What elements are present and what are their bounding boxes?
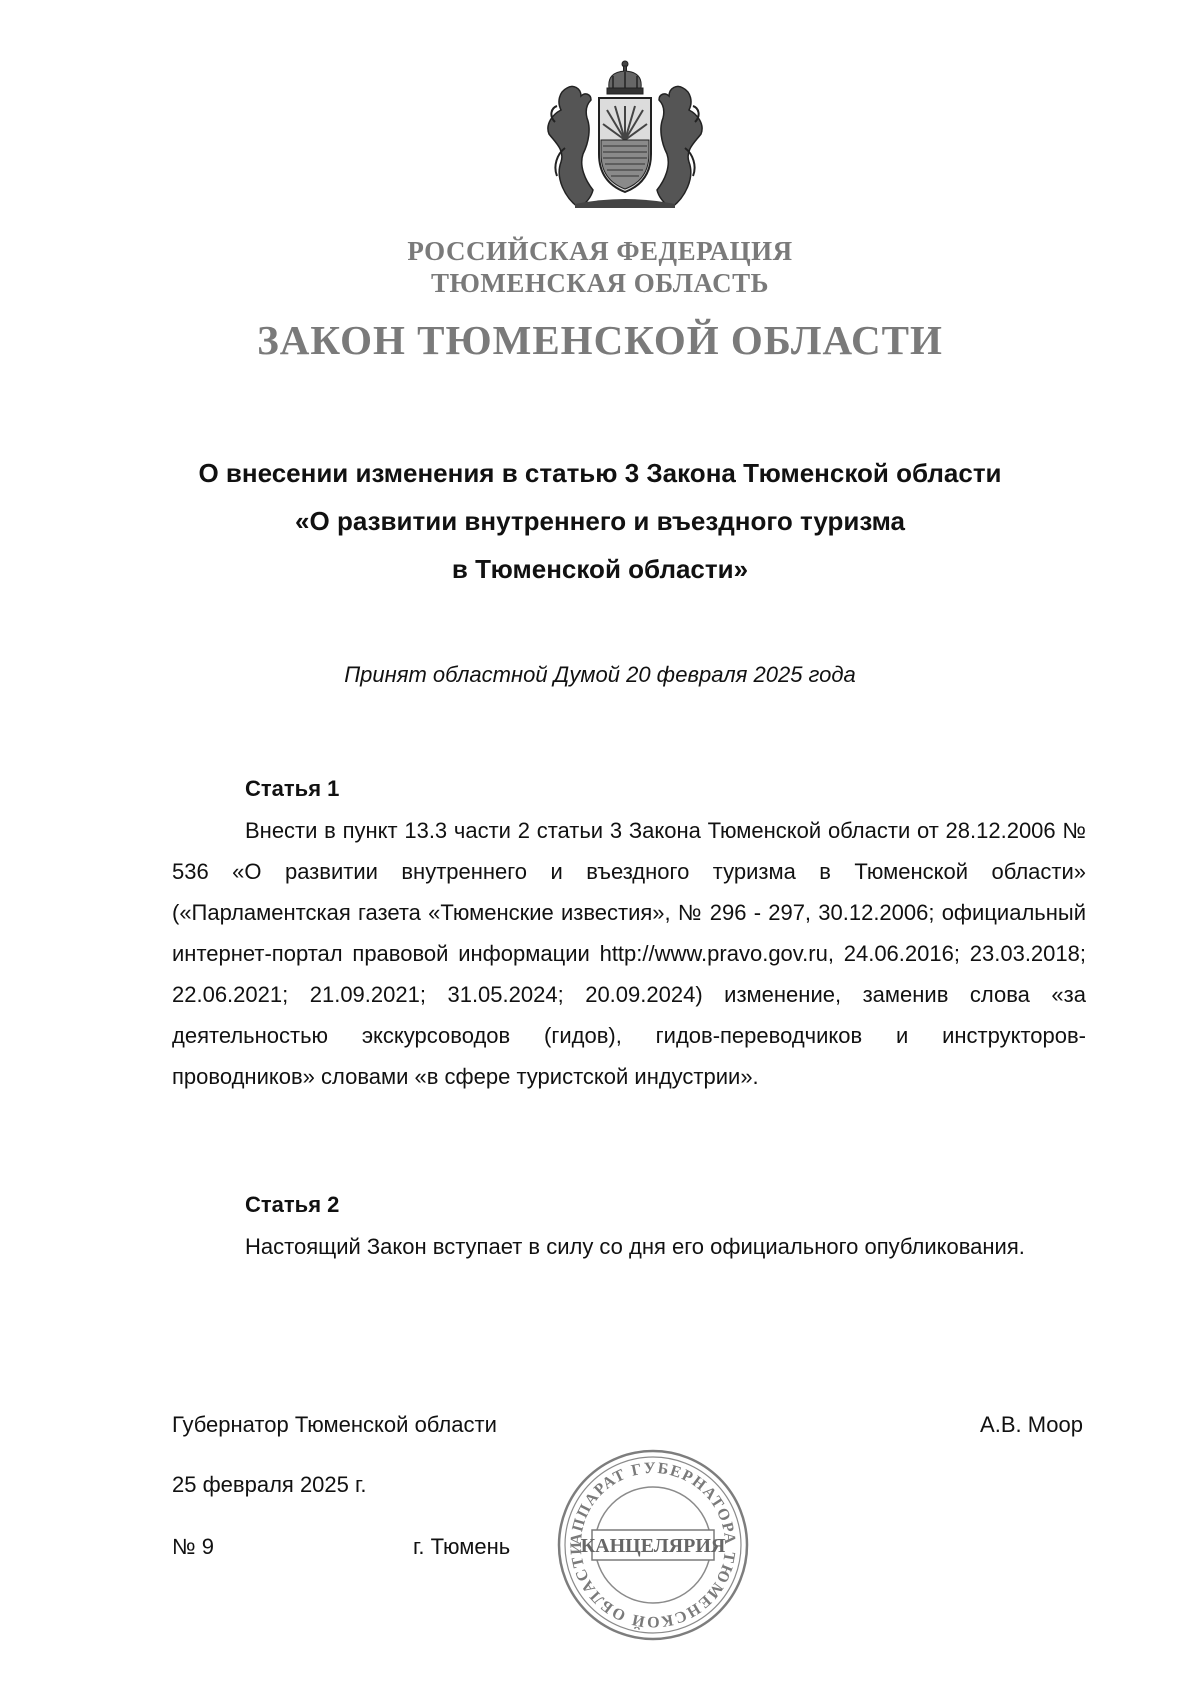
adoption-note: Принят областной Думой 20 февраля 2025 года: [344, 662, 856, 687]
signing-city: г. Тюмень: [413, 1534, 511, 1559]
article-1-text: Внести в пункт 13.3 части 2 статьи 3 Закона Тюменской области от 28.12.2006 № 536 «О развитии внутреннего и въездного туризма в Тюменской области» («Парламентская газета «Тюменские известия», № 296 - 297, 30.12.2006; официальный интернет-портал правовой информации http://www.pravo.gov.ru, 24.06.2016; 23.03.2018; 22.06.2021; 21.09.2021; 31.05.2024; 20.09.2024) изменение, заменив слова «за деятельностью экскурсоводов (гидов), гидов-переводчиков и инструкторов-проводников» словами «в сфере туристской индустрии».: [172, 818, 1086, 1089]
region-name: ТЮМЕНСКАЯ ОБЛАСТЬ: [430, 268, 770, 298]
stamp-center-text: КАНЦЕЛЯРИЯ: [580, 1535, 726, 1557]
coat-of-arms-icon: [535, 58, 715, 208]
signatory-position: Губернатор Тюменской области: [172, 1412, 497, 1437]
document-type: ЗАКОН ТЮМЕНСКОЙ ОБЛАСТИ: [257, 317, 943, 363]
law-title-line-1: О внесении изменения в статью 3 Закона Тюменской области: [198, 458, 1002, 488]
signing-date: 25 февраля 2025 г.: [172, 1472, 367, 1497]
signatory-name: А.В. Моор: [980, 1412, 1083, 1437]
stamp-icon: [556, 1448, 750, 1642]
article-1-heading: Статья 1: [245, 776, 340, 801]
country-name: РОССИЙСКАЯ ФЕДЕРАЦИЯ: [407, 236, 793, 266]
article-2-heading: Статья 2: [245, 1192, 340, 1217]
article-2-text: Настоящий Закон вступает в силу со дня его официального опубликования.: [245, 1234, 1025, 1259]
law-number: № 9: [172, 1534, 214, 1559]
law-title-line-3: в Тюменской области»: [451, 554, 749, 584]
law-title-line-2: «О развитии внутреннего и въездного туризма: [295, 506, 905, 536]
stamp-ring-text: АППАРАТ ГУБЕРНАТОРА ТЮМЕНСКОЙ ОБЛАСТИ: [567, 1459, 739, 1631]
